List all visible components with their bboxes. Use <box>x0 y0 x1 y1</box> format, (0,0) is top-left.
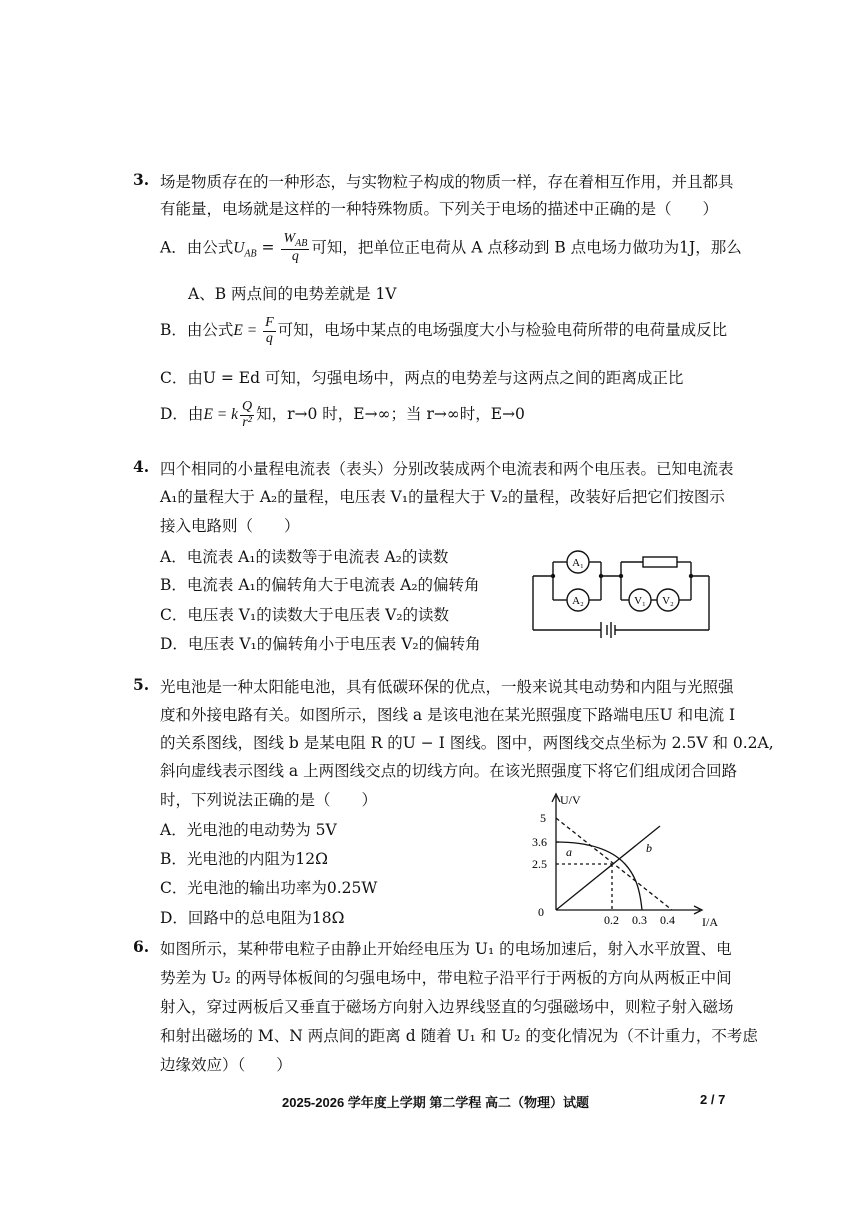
q6-number: 6. <box>133 937 150 956</box>
q5-stem-line3: 的关系图线，图线 b 是某电阻 R 的U − I 图线。图中，两图线交点坐标为 2.5V 和 0.2A, <box>160 734 774 752</box>
q4-number: 4. <box>133 457 150 476</box>
q4-stem-line2: A₁的量程大于 A₂的量程，电压表 V₁的量程大于 V₂的量程，改装好后把它们按图示 <box>160 488 725 506</box>
q4-stem-line3: 接入电路则（ ） <box>160 517 300 535</box>
q3-number: 3. <box>133 170 150 189</box>
q5-option-b: B．光电池的内阻为12Ω <box>160 850 328 868</box>
q5-option-d: D．回路中的总电阻为18Ω <box>160 909 345 927</box>
q3-option-b: B．由公式E = $\frac{F}{q}$ 可知，电场中某点的电场强度大小与检验电荷所带的电荷量成反比 <box>160 315 728 346</box>
meter-a2-label: A₂ <box>572 595 584 607</box>
q6-stem-line1: 如图所示，某种带电粒子由静止开始经电压为 U₁ 的电场加速后，射入水平放置、电 <box>160 940 732 958</box>
q4-option-b: B．电流表 A₁的偏转角大于电流表 A₂的偏转角 <box>160 576 480 594</box>
q3-stem-line2: 有能量，电场就是这样的一种特殊物质。下列关于电场的描述中正确的是（ ） <box>160 200 719 218</box>
q6-stem-line4: 和射出磁场的 M、N 两点间的距离 d 随着 U₁ 和 U₂ 的变化情况为（不计重力，不考虑 <box>160 1027 758 1045</box>
q5-graph-ytick-2.5: 2.5 <box>532 857 547 871</box>
q3-d-fraction: $\frac{Q}{\text{r²}}$ <box>242 399 253 430</box>
q5-graph-xtick-0.2: 0.2 <box>604 913 619 927</box>
q5-stem-line1: 光电池是一种太阳能电池，具有低碳环保的优点，一般来说其电动势和内阻与光照强 <box>160 678 734 696</box>
q5-graph-curve-b-label: b <box>646 841 652 855</box>
q5-graph-origin: 0 <box>538 905 544 919</box>
q5-graph-xlabel: I/A <box>702 915 718 929</box>
q4-circuit-diagram <box>525 548 725 640</box>
q5-graph-curve-a-label: a <box>566 845 572 859</box>
page-number: 2 / 7 <box>700 1092 726 1107</box>
q3-option-a: A．由公式$U_{AB}$ = $\frac{W_{AB}}{q}$ 可知，把单位正电荷从 A 点移动到 B 点电场力做功为1J，那么 <box>160 231 742 265</box>
q5-option-c: C．光电池的输出功率为0.25W <box>160 879 378 897</box>
meter-v2-label: V₂ <box>662 595 674 607</box>
q5-stem-line5: 时，下列说法正确的是（ ） <box>160 791 378 809</box>
q5-ui-graph <box>520 790 720 930</box>
q6-stem-line2: 势差为 U₂ 的两导体板间的匀强电场中，带电粒子沿平行于两板的方向从两板正中间 <box>160 969 732 987</box>
q3-b-fraction: $\frac{F}{q}$ <box>265 315 274 346</box>
q3-option-a-line2: A、B 两点间的电势差就是 1V <box>188 285 397 303</box>
q5-option-a: A．光电池的电动势为 5V <box>160 821 337 839</box>
q3-option-d: D．由E = k $\frac{Q}{\text{r²}}$ 知，r→0 时，E→∞；当 r→∞时，E→0 <box>160 399 525 430</box>
q4-option-a: A．电流表 A₁的读数等于电流表 A₂的读数 <box>160 548 449 566</box>
q5-graph-ytick-5: 5 <box>540 811 546 825</box>
q5-graph-ylabel: U/V <box>560 793 581 807</box>
q3-option-c: C．由U = Ed 可知，匀强电场中，两点的电势差与这两点之间的距离成正比 <box>160 369 684 387</box>
q3-stem-line1: 场是物质存在的一种形态，与实物粒子构成的物质一样，存在着相互作用，并且都具 <box>160 173 734 191</box>
q5-graph-xtick-0.4: 0.4 <box>660 913 675 927</box>
meter-v1-label: V₁ <box>634 595 646 607</box>
q5-graph-ytick-3.6: 3.6 <box>532 835 547 849</box>
q3-a-fraction: $\frac{W_{AB}}{q}$ <box>283 231 308 265</box>
q5-stem-line4: 斜向虚线表示图线 a 上两图线交点的切线方向。在该光照强度下将它们组成闭合回路 <box>160 762 738 780</box>
q6-stem-line3: 射入，穿过两板后又垂直于磁场方向射入边界线竖直的匀强磁场中，则粒子射入磁场 <box>160 998 734 1016</box>
page-footer-title: 2025-2026 学年度上学期 第二学程 高二（物理）试题 <box>282 1095 590 1110</box>
q4-option-c: C．电压表 V₁的读数大于电压表 V₂的读数 <box>160 606 450 624</box>
q4-option-d: D．电压表 V₁的偏转角小于电压表 V₂的偏转角 <box>160 635 481 653</box>
q5-graph-xtick-0.3: 0.3 <box>632 913 647 927</box>
q6-stem-line5: 边缘效应）（ ） <box>160 1056 292 1074</box>
meter-a1-label: A₁ <box>572 557 584 569</box>
q4-stem-line1: 四个相同的小量程电流表（表头）分别改装成两个电流表和两个电压表。已知电流表 <box>160 460 734 478</box>
q5-stem-line2: 度和外接电路有关。如图所示，图线 a 是该电池在某光照强度下路端电压U 和电流 I <box>160 706 736 724</box>
q5-number: 5. <box>133 675 150 694</box>
